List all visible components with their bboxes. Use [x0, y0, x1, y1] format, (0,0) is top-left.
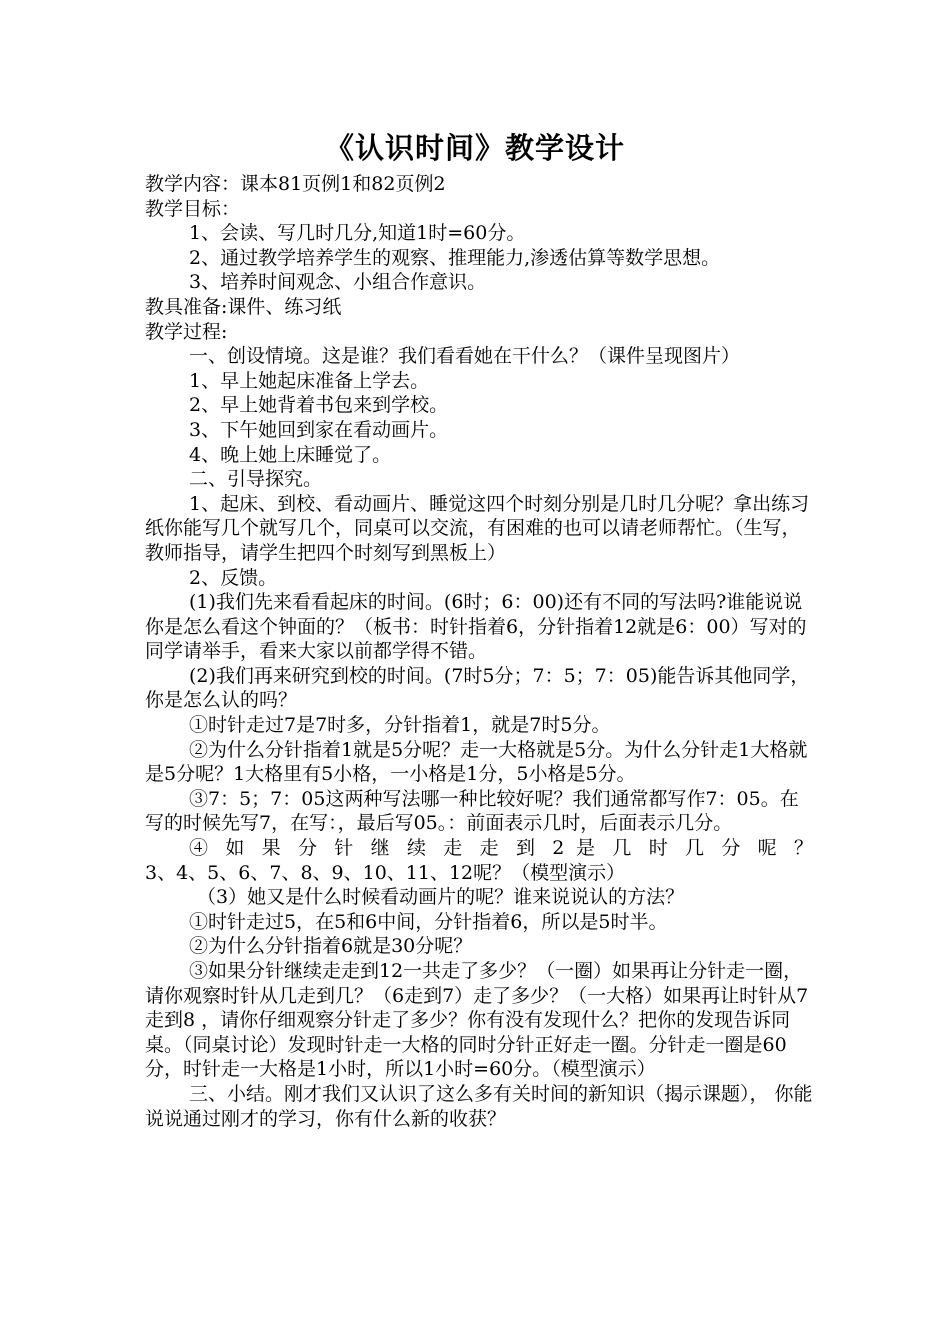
- goal-item: 1、会读、写几时几分,知道1时=60分。: [189, 222, 526, 245]
- list-item: 4、晚上她上床睡觉了。: [189, 443, 392, 466]
- paragraph: (1)我们先来看看起床的时间。(6时；6：00)还有不同的写法吗?谁能说说你是怎么看这个钟面的？（板书：时针指着6，分针指着12就是6：00）写对的同学请举手，看来大家以前都学得不错。: [145, 591, 807, 663]
- list-item: 1、早上她起床准备上学去。: [189, 369, 430, 392]
- goal-item: 2、通过教学培养学生的观察、推理能力,渗透估算等数学思想。: [189, 246, 721, 269]
- paragraph: （3）她又是什么时候看动画片的呢？谁来说说认的方法？: [197, 886, 685, 909]
- paragraph: ③如果分针继续走走到12一共走了多少？（一圈）如果再让分针走一圈，请你观察时针从几走到几？（6走到7）走了多少？（一大格）如果再让时针从7走到8 ，请你仔细观察分针走了多少？你有没有发现什么？把你的发现告诉同桌。（同桌讨论）发现时针走一大格的同时分针正好走一圈。分针走一圈是60分，时针走一大格是1小时，所以1小时=60分。（模型演示）: [145, 960, 809, 1081]
- materials: 教具准备:课件、练习纸: [145, 295, 342, 318]
- goal-item: 3、培养时间观念、小组合作意识。: [189, 271, 487, 294]
- section-heading: 一、创设情境。这是谁？我们看看她在干什么？（课件呈现图片）: [189, 345, 741, 368]
- teaching-goals-heading: 教学目标：: [145, 197, 241, 220]
- paragraph: 3、4、5、6、7、8、9、10、11、12呢？（模型演示）: [145, 861, 626, 884]
- paragraph: ①时针走过7是7时多，分针指着1，就是7时5分。: [189, 714, 611, 737]
- paragraph: ①时针走过5，在5和6中间，分针指着6，所以是5时半。: [189, 910, 668, 933]
- section-heading: 二、引导探究。: [189, 468, 323, 491]
- section-heading: 三、小结。刚才我们又认识了这么多有关时间的新知识（揭示课题）， 你能说说通过刚才的学习，你有什么新的收获？: [145, 1082, 813, 1130]
- process-heading: 教学过程:: [145, 320, 228, 343]
- paragraph: 2、反馈。: [189, 566, 278, 589]
- paragraph: ②为什么分针指着6就是30分呢？: [189, 935, 473, 958]
- document-title: 《认识时间》教学设计: [324, 131, 625, 165]
- paragraph: ③7：5；7：05这两种写法哪一种比较好呢？我们通常都写作7：05。在写的时候先写7，在写：，最后写05。：前面表示几时，后面表示几分。: [145, 787, 799, 835]
- paragraph: ④ 如 果 分 针 继 续 走 走 到 2 是 几 时 几 分 呢 ？: [189, 837, 813, 860]
- paragraph: 1、起床、到校、看动画片、睡觉这四个时刻分别是几时几分呢？拿出练习纸你能写几个就写几个，同桌可以交流，有困难的也可以请老师帮忙。（生写，教师指导，请学生把四个时刻写到黑板上）: [145, 492, 810, 564]
- paragraph: ②为什么分针指着1就是5分呢？走一大格就是5分。为什么分针走1大格就是5分呢？1大格里有5小格，一小格是1分，5小格是5分。: [145, 738, 808, 786]
- paragraph: (2)我们再来研究到校的时间。(7时5分；7：5；7：05)能告诉其他同学，你是怎么认的吗？: [145, 664, 810, 712]
- list-item: 2、早上她背着书包来到学校。: [189, 394, 449, 417]
- teaching-content: 教学内容：课本81页例1和82页例2: [145, 173, 446, 195]
- document-body: [145, 172, 813, 1131]
- list-item: 3、下午她回到家在看动画片。: [189, 418, 449, 441]
